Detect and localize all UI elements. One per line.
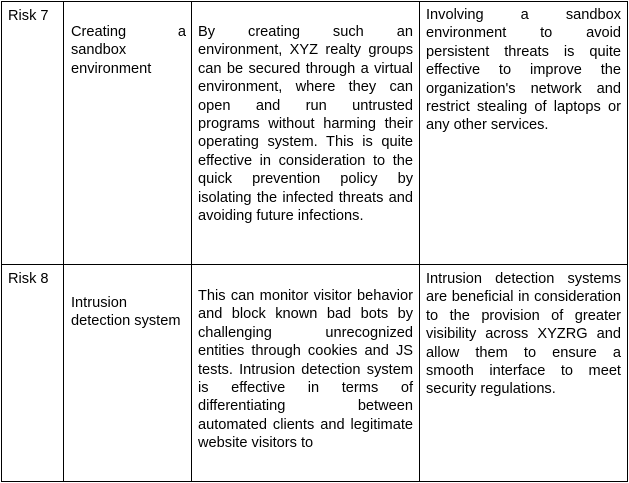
risk-id: Risk 7	[8, 8, 49, 24]
evaluation-text: Intrusion detection systems are beneficial in consideration to the provision of greater visibility across XYZRG and allow them to ensure a smooth interface to meet security regulations.	[426, 271, 621, 398]
description-text: This can monitor visitor behavior and block known bad bots by challenging unrecognized entities through cookies and JS tests. Intrusion detection system is effective in terms of differentiating between automated clients and legitimate website visitors to	[198, 288, 413, 452]
description-text: By creating such an environment, XYZ realty groups can be secured through a virtual environment, where they can open and run untrusted programs without harming their operating system. This is quite effective in consideration to the quick prevention policy by isolating the infected threats and avoiding future infections.	[198, 24, 413, 225]
description-cell	[192, 2, 420, 265]
strategy-cell	[64, 2, 192, 265]
risk-cell	[2, 2, 64, 265]
description-cell	[192, 265, 420, 482]
evaluation-text: Involving a sandbox environment to avoid persistent threats is quite effective to improve the organization's network and restrict stealing of laptops or any other services.	[426, 7, 621, 134]
table-row	[2, 265, 628, 482]
strategy-cell	[64, 265, 192, 482]
evaluation-cell	[420, 2, 628, 265]
risk-cell	[2, 265, 64, 482]
strategy-text: Intrusion detection system	[71, 295, 181, 330]
table-row	[2, 2, 628, 265]
evaluation-cell	[420, 265, 628, 482]
risk-id: Risk 8	[8, 271, 49, 287]
risk-table	[1, 1, 628, 482]
strategy-text: Creating a sandbox environment	[71, 24, 186, 77]
